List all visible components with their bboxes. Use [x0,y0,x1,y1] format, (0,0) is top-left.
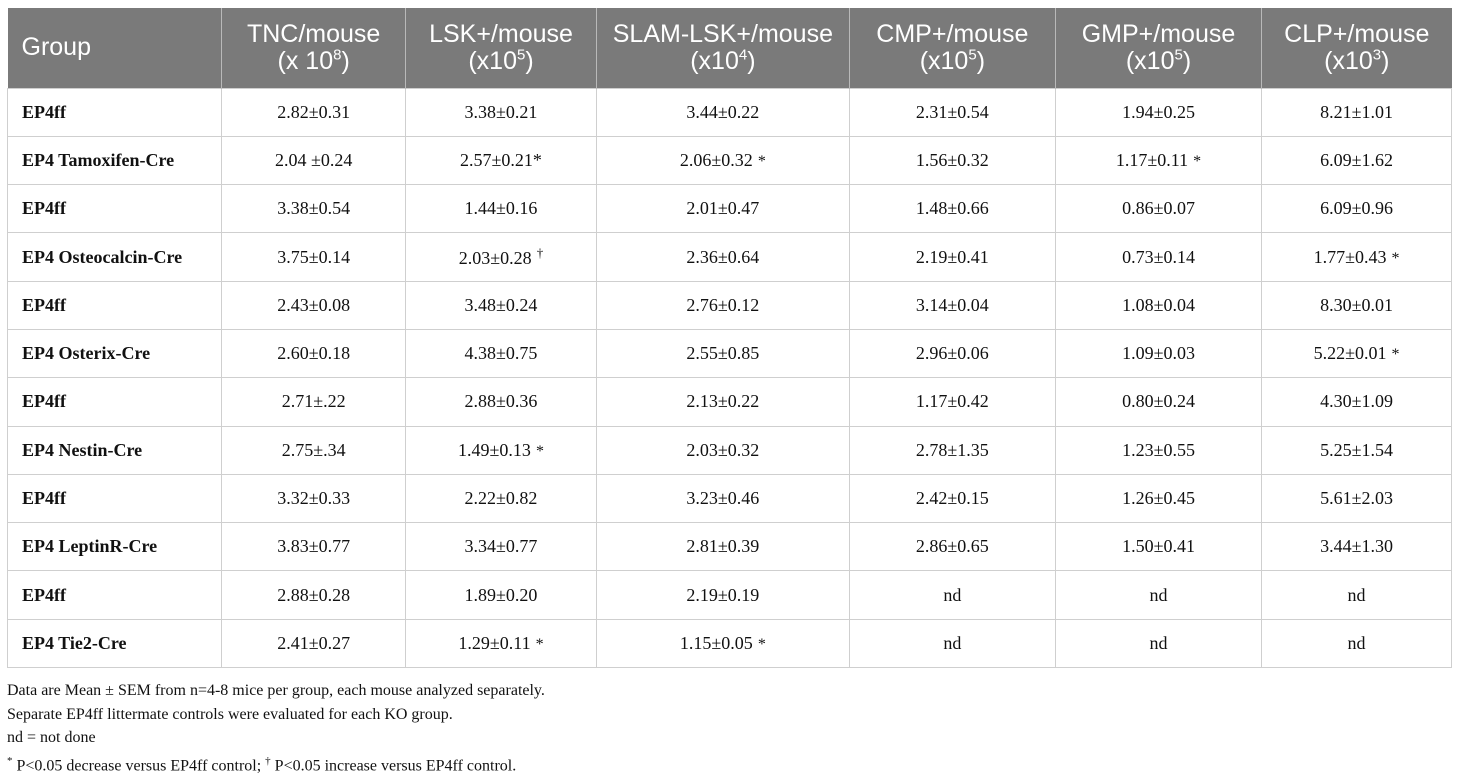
value-cell [406,88,597,136]
value-cell [1262,426,1452,474]
column-header-unit-end: ) [1381,46,1390,75]
value-cell [406,378,597,426]
column-header-title: LSK+/mouse [429,19,573,48]
footnote-controls: Separate EP4ff littermate controls were evaluated for each KO group. [7,705,453,723]
column-header-title: TNC/mouse [246,19,381,48]
value-cell [222,88,406,136]
value-cell [596,619,849,667]
table-header-row [8,8,1452,88]
cell-value: 1.94±0.25 [1122,101,1195,122]
column-header [406,8,597,88]
cell-value: 8.30±0.01 [1320,294,1393,315]
column-header-unit: (x 10 [277,46,334,75]
value-cell [222,619,406,667]
value-cell [596,474,849,522]
footnote-data-description: Data are Mean ± SEM from n=4-8 mice per group, each mouse analyzed separately. [7,682,545,699]
cell-value: 2.03±0.28 [458,248,532,269]
column-header-unit-end: ) [341,46,350,75]
cell-value: 1.17±0.11 [1115,149,1189,170]
table-row [8,523,1452,571]
value-cell [1262,88,1452,136]
value-cell [1262,378,1452,426]
value-cell [1262,619,1452,667]
cell-value: 3.83±0.77 [277,536,351,557]
footnote-significance [7,750,545,778]
value-cell [406,523,597,571]
value-cell [849,185,1055,233]
cell-value: 1.17±0.42 [915,391,989,412]
value-cell [1055,329,1261,377]
column-header-title: SLAM-LSK+/mouse [612,19,833,48]
value-cell [222,185,406,233]
cell-value: 6.09±0.96 [1320,198,1393,219]
value-cell [596,185,849,233]
value-cell [222,136,406,184]
cell-value: 2.96±0.06 [915,343,989,364]
cell-value: 6.09±1.62 [1320,149,1393,170]
table-row [8,426,1452,474]
cell-value: 1.56±0.32 [915,149,989,170]
cell-value: 5.22±0.01 [1313,343,1387,364]
cell-value: 2.19±0.41 [915,246,989,267]
value-cell [596,378,849,426]
dagger-marker: † [536,245,544,261]
table-row [8,185,1452,233]
cell-value: 2.31±0.54 [915,101,989,122]
cell-value: 2.86±0.65 [915,536,989,557]
significance-marker: * [535,442,544,460]
significance-marker: * [1391,249,1400,267]
group-name-cell: EP4ff [8,185,222,233]
value-cell [1055,88,1261,136]
value-cell [849,136,1055,184]
cell-value: 1.29±0.11 [458,632,531,653]
group-name-cell: EP4 Nestin-Cre [8,426,222,474]
cell-value: 2.75±.34 [281,439,346,460]
cell-value: nd [1149,584,1168,605]
column-header [596,8,849,88]
cell-value: 1.89±0.20 [464,584,538,605]
column-header-unit-end: ) [747,46,756,75]
cell-value: 0.80±0.24 [1122,391,1195,412]
column-header-title: CLP+/mouse [1284,19,1430,48]
value-cell [406,426,597,474]
value-cell [1262,474,1452,522]
column-header-title: CMP+/mouse [876,19,1029,48]
cell-value: 3.44±0.22 [686,101,760,122]
footnote-asterisk-symbol: * [7,754,13,767]
cell-value: 1.09±0.03 [1122,343,1195,364]
group-name-cell: EP4 Tamoxifen-Cre [8,136,222,184]
column-header [8,8,222,88]
cell-value: 3.75±0.14 [277,246,351,267]
cell-value: 1.50±0.41 [1122,536,1195,557]
cell-value: 3.14±0.04 [915,294,989,315]
cell-value: 3.48±0.24 [464,294,538,315]
value-cell [849,523,1055,571]
cell-value: 3.38±0.21 [464,101,538,122]
value-cell [849,571,1055,619]
value-cell [849,88,1055,136]
value-cell [849,426,1055,474]
column-header-exponent: 4 [738,46,748,64]
column-header-unit: (x10 [690,46,739,75]
cell-value: nd [1149,632,1168,653]
cell-value: 2.06±0.32 [679,149,753,170]
cell-value: 3.32±0.33 [277,488,351,509]
value-cell [406,329,597,377]
cell-value: 2.04 ±0.24 [274,149,353,170]
value-cell [222,523,406,571]
cell-value: 3.34±0.77 [464,536,538,557]
significance-marker: * [535,635,544,653]
value-cell [849,233,1055,281]
group-name-cell: EP4ff [8,571,222,619]
data-table [7,8,1452,668]
cell-value: 5.25±1.54 [1320,439,1393,460]
column-header-unit-end: ) [976,46,986,75]
value-cell [1055,474,1261,522]
significance-marker: * [757,635,766,653]
cell-value: 1.44±0.16 [464,198,538,219]
cell-value: nd [943,584,962,605]
cell-value: 2.88±0.36 [464,391,538,412]
value-cell [222,233,406,281]
cell-value: 2.22±0.82 [464,488,538,509]
table-row [8,136,1452,184]
value-cell [1055,281,1261,329]
cell-value: 4.38±0.75 [464,343,538,364]
value-cell [406,281,597,329]
group-name-cell: EP4ff [8,88,222,136]
footnote-nd: nd = not done [7,729,96,746]
table-footnotes [7,679,545,777]
data-table-container [7,8,1452,668]
column-header [1262,8,1452,88]
footnote-increase-text: P<0.05 increase versus EP4ff control. [270,756,517,774]
cell-value: 2.03±0.32 [686,439,760,460]
group-name-cell: EP4ff [8,281,222,329]
cell-value: 2.43±0.08 [277,294,351,315]
value-cell [596,136,849,184]
cell-value: 1.48±0.66 [915,198,989,219]
value-cell [222,426,406,474]
column-header-unit: (x10 [1324,46,1373,75]
group-name-cell: EP4 Osterix-Cre [8,329,222,377]
column-header-exponent: 8 [333,46,342,64]
value-cell [222,378,406,426]
value-cell [596,426,849,474]
cell-value: 2.71±.22 [281,391,346,412]
significance-marker: * [1193,152,1202,170]
value-cell [222,329,406,377]
value-cell [1262,281,1452,329]
footnote-dagger-symbol: † [265,754,271,767]
value-cell [1262,185,1452,233]
value-cell [1055,426,1261,474]
group-name-cell: EP4 Tie2-Cre [8,619,222,667]
footnote-decrease-text: P<0.05 decrease versus EP4ff control; [12,756,266,774]
value-cell [1055,378,1261,426]
column-header-exponent: 5 [968,46,977,64]
cell-value: 2.76±0.12 [686,294,760,315]
table-row [8,233,1452,281]
column-header-title: GMP+/mouse [1081,19,1236,48]
table-row [8,378,1452,426]
value-cell [849,474,1055,522]
cell-value: 2.01±0.47 [686,198,760,219]
column-header-exponent: 3 [1372,46,1382,64]
value-cell [406,571,597,619]
cell-value: 2.82±0.31 [277,101,351,122]
cell-value: 2.19±0.19 [686,584,760,605]
value-cell [596,571,849,619]
value-cell [596,523,849,571]
value-cell [1055,619,1261,667]
group-name-cell: EP4 LeptinR-Cre [8,523,222,571]
value-cell [1055,233,1261,281]
cell-value: 1.15±0.05 [679,632,753,653]
cell-value: 3.44±1.30 [1320,536,1393,557]
significance-marker: * [1391,346,1400,364]
cell-value: 3.23±0.46 [686,488,760,509]
group-name-cell: EP4ff [8,378,222,426]
column-header [1055,8,1261,88]
value-cell [1055,136,1261,184]
column-header-unit: (x10 [919,46,969,75]
column-header-exponent: 5 [1174,46,1183,64]
value-cell [849,329,1055,377]
column-header-title: Group [21,33,91,62]
cell-value: 2.13±0.22 [686,391,760,412]
value-cell [406,233,597,281]
value-cell [1055,571,1261,619]
value-cell [1262,329,1452,377]
significance-marker: * [757,152,766,170]
cell-value: 0.73±0.14 [1122,246,1195,267]
value-cell [596,233,849,281]
value-cell [849,378,1055,426]
cell-value: 2.42±0.15 [915,488,989,509]
value-cell [596,88,849,136]
column-header-unit: (x10 [1125,46,1175,75]
value-cell [406,619,597,667]
column-header [222,8,406,88]
group-name-cell: EP4ff [8,474,222,522]
cell-value: 2.81±0.39 [686,536,760,557]
column-header [849,8,1055,88]
value-cell [406,474,597,522]
value-cell [406,136,597,184]
column-header-unit-end: ) [1182,46,1192,75]
table-row [8,88,1452,136]
cell-value: 5.61±2.03 [1320,488,1393,509]
cell-value: nd [943,632,962,653]
table-row [8,329,1452,377]
cell-value: nd [1347,632,1366,653]
cell-value: 2.88±0.28 [277,584,351,605]
value-cell [1262,523,1452,571]
group-name-cell: EP4 Osteocalcin-Cre [8,233,222,281]
cell-value: 2.78±1.35 [915,439,989,460]
column-header-exponent: 5 [516,46,526,64]
column-header-unit: (x10 [468,46,517,75]
value-cell [849,281,1055,329]
cell-value: 2.60±0.18 [277,343,351,364]
cell-value: 1.26±0.45 [1122,488,1195,509]
value-cell [222,281,406,329]
value-cell [849,619,1055,667]
cell-value: 0.86±0.07 [1122,198,1195,219]
column-header-unit-end: ) [525,46,534,75]
value-cell [596,281,849,329]
value-cell [222,474,406,522]
value-cell [1055,523,1261,571]
table-row [8,474,1452,522]
cell-value: 1.08±0.04 [1122,294,1195,315]
table-row [8,281,1452,329]
cell-value: nd [1347,584,1366,605]
table-body [8,88,1452,668]
cell-value: 2.55±0.85 [686,343,760,364]
value-cell [406,185,597,233]
cell-value: 8.21±1.01 [1320,101,1393,122]
value-cell [1262,233,1452,281]
table-row [8,619,1452,667]
table-row [8,571,1452,619]
value-cell [1055,185,1261,233]
cell-value: 4.30±1.09 [1320,391,1393,412]
cell-value: 2.36±0.64 [686,246,760,267]
value-cell [1262,571,1452,619]
cell-value: 1.23±0.55 [1122,439,1195,460]
cell-value: 2.57±0.21* [460,149,542,170]
cell-value: 1.49±0.13 [458,439,531,460]
cell-value: 3.38±0.54 [277,198,351,219]
value-cell [1262,136,1452,184]
value-cell [222,571,406,619]
value-cell [596,329,849,377]
cell-value: 2.41±0.27 [277,632,351,653]
cell-value: 1.77±0.43 [1313,246,1387,267]
